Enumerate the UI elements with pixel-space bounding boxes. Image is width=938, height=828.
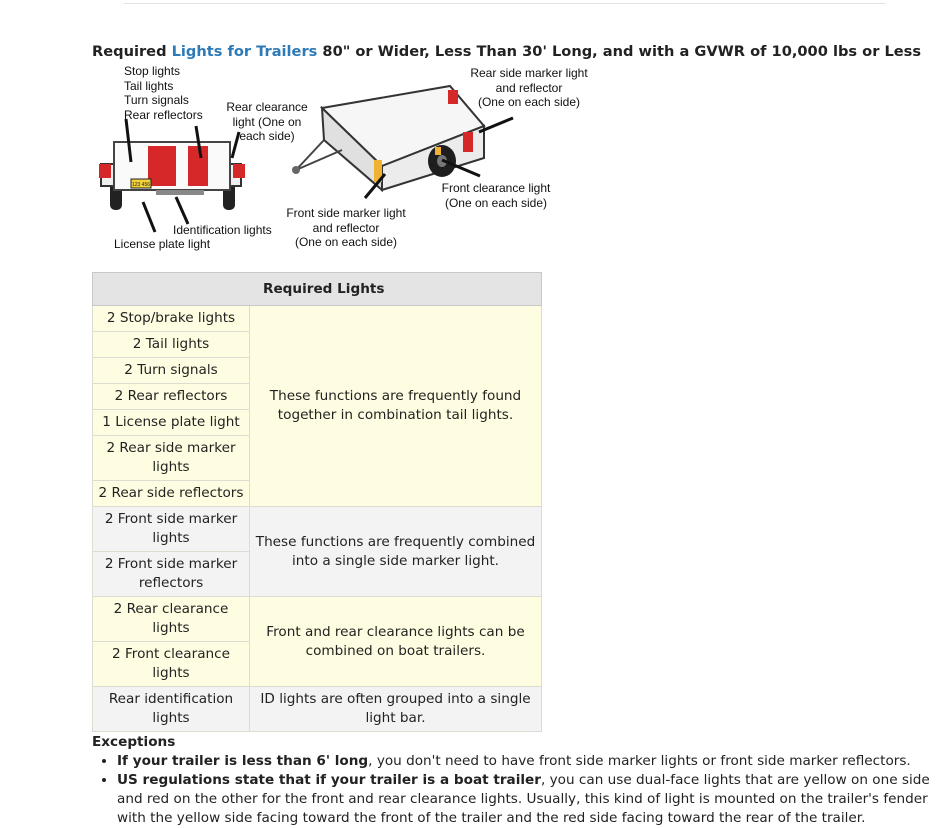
top-divider [124,3,886,4]
rear-view-trailer [99,142,245,210]
rear-clearance-line-3: each side) [239,129,295,144]
table-row [93,597,542,642]
rear-side-marker-label [468,66,590,110]
tail-lights-text: Tail lights [124,78,174,93]
note-cell: Front and rear clearance lights can be combined on boat trailers. [250,597,542,687]
front-side-marker-label [282,206,410,250]
light-cell: 2 Rear side reflectors [93,481,250,507]
front-side-marker-line-1: Front side marker light [286,206,406,220]
light-cell: 2 Rear reflectors [93,384,250,410]
table-header-text: Required Lights [263,280,385,297]
front-clearance-label [436,181,556,210]
exceptions-title: Exceptions [92,734,176,750]
rear-lights-label [124,64,203,122]
required-lights-table [92,272,542,732]
rear-side-marker-line-2: and reflector [495,80,563,95]
front-side-marker-line-3: (One on each side) [294,235,398,250]
rear-reflectors-text: Rear reflectors [124,107,203,122]
lights-for-trailers-link[interactable]: Lights for Trailers [171,43,318,60]
table-header-row [93,273,542,306]
rear-side-marker-line-3: (One on each side) [477,95,581,110]
light-cell: 2 Front clearance lights [93,642,250,687]
table-header [93,273,542,306]
turn-signals-text: Turn signals [124,93,189,108]
note-cell: These functions are frequently combined into a single side marker light. [250,507,542,597]
exception-text: , you can use dual-face lights that are yellow on one side and red on the other for the front and rear clearance lights. Usually, this kind of light is mounted on the trailer's fender with the yellow side facing toward the front of the trailer and the red side facing toward the rear of the trailer. [117,772,930,826]
exception-bold: If your trailer is less than 6' long [117,753,369,769]
heading-prefix: Required [92,43,172,60]
table-row [93,507,542,552]
license-plate-light-label: License plate light [114,237,211,251]
light-cell: 2 Rear clearance lights [93,597,250,642]
rear-clearance-label [222,100,312,144]
exception-bold: US regulations state that if your trailer is a boat trailer [117,772,541,788]
front-clearance-line-2: (One on each side) [444,195,548,210]
exception-text: , you don't need to have front side marker lights or front side marker reflectors. [368,753,911,769]
three-quarter-trailer [292,86,484,190]
light-cell: Rear identification lights [93,687,250,732]
exceptions-list [92,752,932,828]
table-row [93,687,542,732]
stop-lights-text: Stop lights [124,64,181,78]
exceptions-section [92,733,932,828]
front-clearance-line-1: Front clearance light [441,181,551,195]
rear-clearance-line-2: light (One on [232,114,302,129]
rear-clearance-line-1: Rear clearance [226,100,308,114]
light-cell: 2 Front side marker reflectors [93,552,250,597]
license-plate-text: 123 456 [131,182,151,188]
light-cell: 2 Tail lights [93,332,250,358]
list-item [117,752,932,771]
light-cell: 1 License plate light [93,410,250,436]
identification-lights-label: Identification lights [173,223,272,237]
light-cell: 2 Rear side marker lights [93,436,250,481]
note-cell: These functions are frequently found together in combination tail lights. [250,306,542,507]
light-cell: 2 Front side marker lights [93,507,250,552]
trailer-lights-diagram [92,62,592,262]
note-cell: ID lights are often grouped into a single light bar. [250,687,542,732]
list-item [117,771,932,828]
rear-side-marker-line-1: Rear side marker light [470,66,588,80]
table-row [93,306,542,332]
light-cell: 2 Turn signals [93,358,250,384]
front-side-marker-line-2: and reflector [312,220,380,235]
page-heading [92,43,932,60]
heading-suffix: 80" or Wider, Less Than 30' Long, and with a GVWR of 10,000 lbs or Less [317,43,922,60]
light-cell: 2 Stop/brake lights [93,306,250,332]
